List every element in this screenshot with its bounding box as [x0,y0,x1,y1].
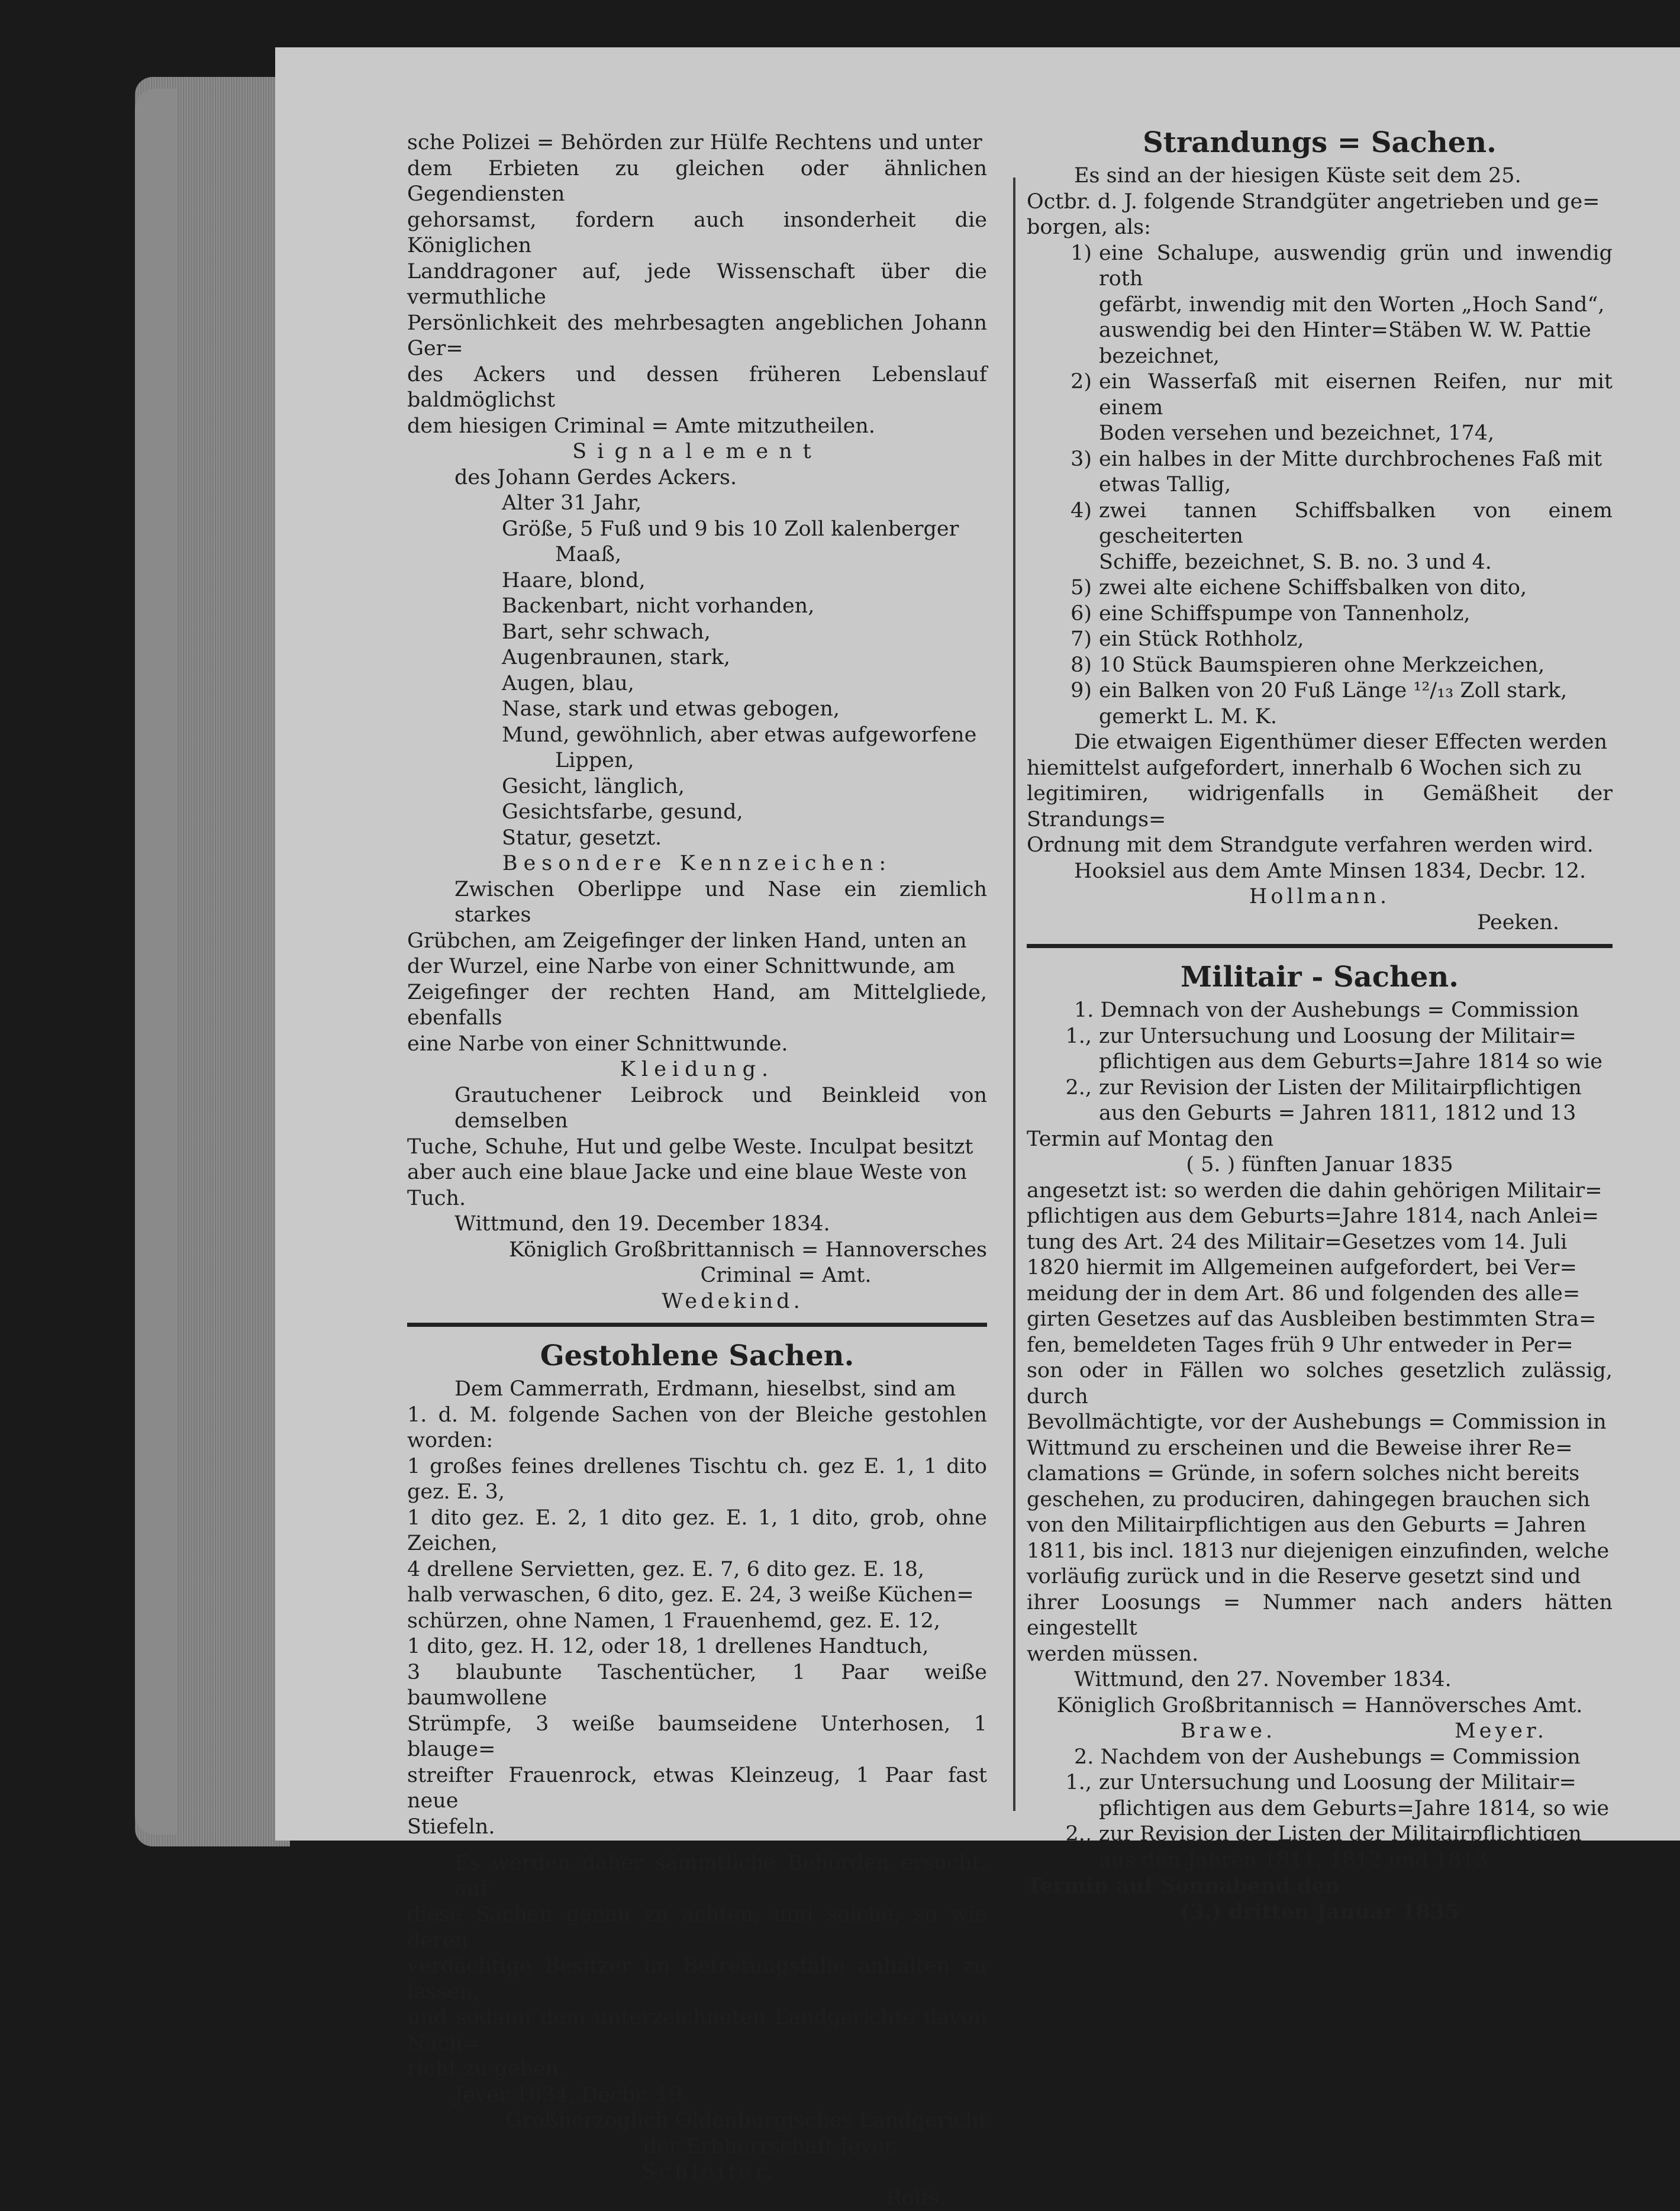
signature: Rolfs. [407,2186,987,2211]
place-date: Jever 1834, Decbr. 19. [407,2083,987,2109]
text-line: aber auch eine blaue Jacke und eine blaue Weste von [407,1160,987,1186]
item-number: 7) [1027,627,1099,653]
text-line: Bevollmächtigte, vor der Aushebungs = Commission in [1027,1410,1613,1436]
signalement-line: Nase, stark und etwas gebogen, [407,697,987,723]
text-line: 1 dito, gez. H. 12, oder 18, 1 drellenes Handtuch, [407,1634,987,1660]
item-line: eine Schiffspumpe von Tannenholz, [1099,601,1613,627]
list-item [1027,653,1613,679]
text-line: streifter Frauenrock, etwas Kleinzeug, 1 Paar fast neue [407,1763,987,1814]
signature: Meyer. [1455,1719,1547,1745]
list-item [1027,241,1613,370]
stolen-paragraph-2 [407,1851,987,2083]
item-line: 10 Stück Baumspieren ohne Merkzeichen, [1099,653,1613,679]
column-divider [1013,178,1015,1811]
text-line: borgen, als: [1027,215,1613,241]
list-item [1027,678,1613,730]
text-line: dem Erbieten zu gleichen oder ähnlichen Gegendiensten [407,156,987,208]
signalement-line: Gesicht, länglich, [407,774,987,800]
authority-line: Königlich Großbritannisch = Hannöversches Amt. [1027,1693,1613,1719]
signalement-line: Augen, blau, [407,671,987,697]
text-line: Dem Cammerrath, Erdmann, hieselbst, sind am [407,1377,987,1403]
text-line: halb verwaschen, 6 dito, gez. E. 24, 3 weiße Küchen= [407,1582,987,1609]
item-line: aus den Jahren 1811, 1812 und 1813 [1099,1848,1613,1874]
signalement-line: Größe, 5 Fuß und 9 bis 10 Zoll kalenberger [407,517,987,543]
item-line: etwas Tallig, [1099,472,1613,498]
item-number: 1., [1027,1770,1099,1822]
item-number: 4) [1027,498,1099,576]
text-line: 3 blaubunte Taschentücher, 1 Paar weiße baumwollene [407,1660,987,1712]
kleidung-title: Kleidung. [407,1057,987,1083]
text-line: Grübchen, am Zeigefinger der linken Hand, unten an [407,929,987,955]
strand-list [1027,241,1613,730]
text-line: eine Narbe von einer Schnittwunde. [407,1032,987,1058]
item-line: ein Balken von 20 Fuß Länge ¹²/₁₃ Zoll stark, [1099,678,1613,704]
text-line: legitimiren, widrigenfalls in Gemäßheit der Strandungs= [1027,781,1613,833]
authority-line: der Erbherrschaft Jever. [407,2134,987,2160]
text-line: 4 drellene Servietten, gez. E. 7, 6 dito gez. E. 18, [407,1557,987,1583]
signalement-line: Bart, sehr schwach, [407,620,987,646]
section-heading-strandung: Strandungs = Sachen. [1027,124,1613,161]
item-line: bezeichnet, [1099,344,1613,370]
text-line: Tuch. [407,1186,987,1212]
text-line: Stiefeln. [407,1814,987,1841]
kennzeichen-paragraph [407,877,987,1058]
signalement-line: Alter 31 Jahr, [407,491,987,517]
text-line: verdächtige Besitzer im Betretungsfalle anhalten zu lassen, [407,1954,987,2005]
text-line: Es sind an der hiesigen Küste seit dem 25. [1027,163,1613,189]
termin-line: Termin auf Montag den [1027,1127,1613,1153]
list-item [1027,1024,1613,1075]
kennzeichen-title: Besondere Kennzeichen: [407,851,987,877]
signalement-line: Maaß, [407,542,987,568]
termin-line: Termin auf Sonnabend den [1027,1873,1613,1899]
signalement-line: Gesichtsfarbe, gesund, [407,800,987,826]
item-line: ein halbes in der Mitte durchbrochenes Faß mit [1099,447,1613,473]
text-line: 1 großes feines drellenes Tischtu ch. gez E. 1, 1 dito gez. E. 3, [407,1454,987,1506]
text-line: schürzen, ohne Namen, 1 Frauenhemd, gez. E. 12, [407,1609,987,1635]
text-line: pflichtigen aus dem Geburts=Jahre 1814, nach Anlei= [1027,1204,1613,1230]
item-line: ein Wasserfaß mit eisernen Reifen, nur mit einem [1099,369,1613,421]
authority-line: Großherzoglich Oldenburgisches Landgericht [407,2108,987,2134]
authority-line: Criminal = Amt. [407,1263,987,1289]
item-line: zwei tannen Schiffsbalken von einem gescheiterten [1099,498,1613,550]
section-rule [407,1323,987,1327]
signalement-line: Mund, gewöhnlich, aber etwas aufgeworfene [407,723,987,749]
signalement-line: Haare, blond, [407,568,987,594]
list-item [1027,1075,1613,1127]
item-line: gemerkt L. M. K. [1099,704,1613,730]
list-item [1027,627,1613,653]
section-heading-militair: Militair - Sachen. [1027,959,1613,995]
list-item [1027,1770,1613,1822]
signature: Peeken. [1027,910,1613,936]
item-number: 1., [1027,1024,1099,1075]
signature: Brawe. [1181,1719,1276,1745]
item-number: 2., [1027,1075,1099,1127]
item-number: 8) [1027,653,1099,679]
text-line: Tuche, Schuhe, Hut und gelbe Weste. Inculpat besitzt [407,1134,987,1161]
text-line: 2. Nachdem von der Aushebungs = Commission [1027,1745,1613,1771]
text-line: der Wurzel, eine Narbe von einer Schnittwunde, am [407,954,987,980]
item-line: zur Revision der Listen der Militairpflichtigen [1099,1075,1613,1101]
text-line: Octbr. d. J. folgende Strandgüter angetrieben und ge= [1027,189,1613,215]
item-number: 2) [1027,369,1099,447]
text-line: tung des Art. 24 des Militair=Gesetzes vom 14. Juli [1027,1230,1613,1256]
text-line: 1 dito gez. E. 2, 1 dito gez. E. 1, 1 dito, grob, ohne Zeichen, [407,1506,987,1557]
section-heading-stolen: Gestohlene Sachen. [407,1337,987,1374]
signalement-line: Lippen, [407,748,987,774]
item-line: zur Untersuchung und Loosung der Militair= [1099,1024,1613,1050]
item-line: pflichtigen aus dem Geburts=Jahre 1814, so wie [1099,1796,1613,1822]
text-line: werden müssen. [1027,1642,1613,1668]
text-line: 1. Demnach von der Aushebungs = Commission [1027,998,1613,1024]
text-line: und sodann dem unterzeichneten Landgerichte davon Nach= [407,2005,987,2057]
text-line: Es werden daher sämmtliche Behörden ersucht, auf [407,1851,987,1902]
place-date: Wittmund, den 19. December 1834. [407,1211,987,1237]
list-item [1027,601,1613,627]
left-column [407,130,987,2211]
item-line: zur Revision der Listen der Militairpflichtigen [1099,1822,1613,1848]
right-column [1027,130,1613,1925]
text-line: meidung der in dem Art. 86 und folgenden des alle= [1027,1281,1613,1307]
item-line: eine Schalupe, auswendig grün und inwendig roth [1099,241,1613,292]
text-line: Wittmund zu erscheinen und die Beweise ihrer Re= [1027,1436,1613,1462]
signature: Hollmann. [1027,884,1613,910]
text-line: geschehen, zu produciren, dahingegen brauchen sich [1027,1487,1613,1513]
text-line: von den Militairpflichtigen aus den Geburts = Jahren [1027,1513,1613,1539]
place-date: Wittmund, den 27. November 1834. [1027,1667,1613,1693]
list-item [1027,447,1613,498]
signature-row [1027,1719,1613,1745]
text-line: 1. d. M. folgende Sachen von der Bleiche gestohlen worden: [407,1403,987,1454]
item-number: 3) [1027,447,1099,498]
mil1-paragraph [1027,1178,1613,1668]
mil1-list [1027,1024,1613,1127]
text-line: girten Gesetzes auf das Ausbleiben bestimmten Stra= [1027,1307,1613,1333]
signalement-list [407,491,987,851]
mil2-list [1027,1770,1613,1873]
text-line: des Ackers und dessen früheren Lebenslauf baldmöglichst [407,362,987,414]
item-number: 6) [1027,601,1099,627]
list-item [1027,575,1613,601]
item-number: 9) [1027,678,1099,730]
item-number: 1) [1027,241,1099,370]
text-line: angesetzt ist: so werden die dahin gehörigen Militair= [1027,1178,1613,1204]
text-line: Strümpfe, 3 weiße baumseidene Unterhosen, 1 blauge= [407,1712,987,1763]
item-line: Boden versehen und bezeichnet, 174, [1099,421,1613,447]
list-item [1027,369,1613,447]
text-line: Landdragoner auf, jede Wissenschaft über die vermuthliche [407,259,987,311]
item-line: auswendig bei den Hinter=Stäben W. W. Pattie [1099,318,1613,344]
text-line: hiemittelst aufgefordert, innerhalb 6 Wochen sich zu [1027,756,1613,782]
text-line: vorläufig zurück und in die Reserve gesetzt sind und [1027,1564,1613,1590]
text-line: fen, bemeldeten Tages früh 9 Uhr entweder in Per= [1027,1333,1613,1359]
text-line: Grautuchener Leibrock und Beinkleid von demselben [407,1083,987,1134]
text-line: 1811, bis incl. 1813 nur diejenigen einzufinden, welche [1027,1539,1613,1565]
item-line: pflichtigen aus dem Geburts=Jahre 1814 so wie [1099,1049,1613,1075]
text-line: clamations = Gründe, in sofern solches nicht bereits [1027,1461,1613,1487]
item-line: gefärbt, inwendig mit den Worten „Hoch Sand“, [1099,292,1613,318]
list-item [1027,498,1613,576]
text-line: Zeigefinger der rechten Hand, am Mittelgliede, ebenfalls [407,980,987,1032]
book-spine [135,89,176,1835]
text-line: dem hiesigen Criminal = Amte mitzutheilen. [407,414,987,440]
text-line: Zwischen Oberlippe und Nase ein ziemlich starkes [407,877,987,929]
intro-paragraph [407,130,987,439]
signalement-line: Augenbraunen, stark, [407,645,987,671]
signature: Wedekind. [407,1289,987,1315]
stolen-paragraph [407,1377,987,1840]
kleidung-paragraph [407,1083,987,1212]
signalement-title: Signalement [407,439,987,465]
place-date: Hooksiel aus dem Amte Minsen 1834, Decbr. 12. [1027,859,1613,885]
item-line: Schiffe, bezeichnet, S. B. no. 3 und 4. [1099,550,1613,576]
item-line: aus den Geburts = Jahren 1811, 1812 und 13 [1099,1101,1613,1127]
text-line: Ordnung mit dem Strandgute verfahren werden wird. [1027,833,1613,859]
text-line: son oder in Fällen wo solches gesetzlich zulässig, durch [1027,1358,1613,1410]
item-number: 5) [1027,575,1099,601]
signalement-line: Statur, gesetzt. [407,826,987,852]
strand-paragraph-2 [1027,730,1613,859]
text-line: 1820 hiermit im Allgemeinen aufgefordert, bei Ver= [1027,1255,1613,1281]
text-line: diese Sachen genau zu achten, und solche, so wie deren [407,1902,987,1954]
text-line: sche Polizei = Behörden zur Hülfe Rechtens und unter [407,130,987,156]
list-item [1027,1822,1613,1873]
item-line: zwei alte eichene Schiffsbalken von dito, [1099,575,1613,601]
text-line: Persönlichkeit des mehrbesagten angeblichen Johann Ger= [407,311,987,362]
text-line: richt zu geben. [407,2057,987,2083]
signalement-subtitle: des Johann Gerdes Ackers. [407,465,987,491]
section-rule [1027,944,1613,948]
text-line: ihrer Loosungs = Nummer nach anders hätten eingestellt [1027,1590,1613,1642]
signalement-line: Backenbart, nicht vorhanden, [407,594,987,620]
authority-line: Königlich Großbrittannisch = Hannoversches [407,1237,987,1264]
strand-intro [1027,163,1613,241]
item-number: 2., [1027,1822,1099,1873]
text-line: Die etwaigen Eigenthümer dieser Effecten werden [1027,730,1613,756]
termin-date: ( 5. ) fünften Januar 1835 [1027,1152,1613,1178]
item-line: ein Stück Rothholz, [1099,627,1613,653]
item-line: zur Untersuchung und Loosung der Militair= [1099,1770,1613,1796]
termin-date: (3.) dritten Januar 1835 [1027,1899,1613,1925]
signature: Schloifer. [407,2160,987,2186]
text-line: gehorsamst, fordern auch insonderheit die Königlichen [407,208,987,259]
